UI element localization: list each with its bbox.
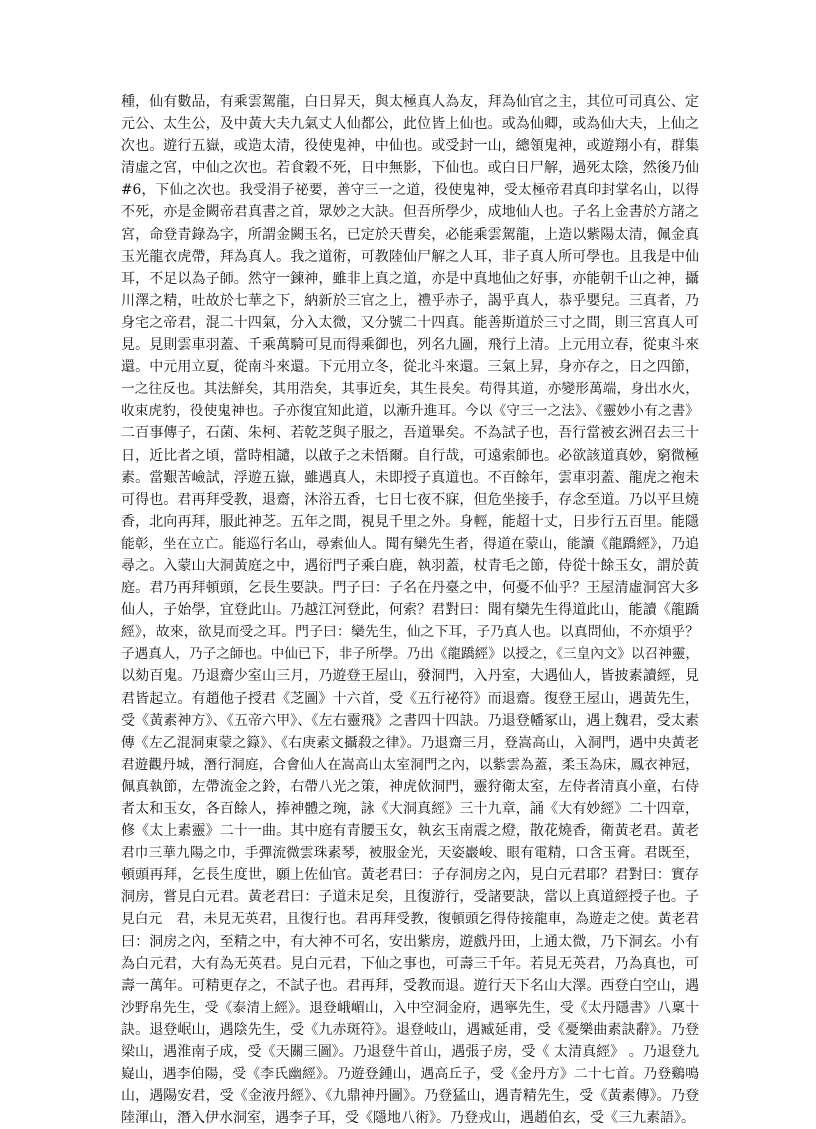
text-line: #6，下仙之次也。我受涓子祕要，善守三一之道，役使鬼神，受太極帝君真印封掌名山，以得 xyxy=(121,182,699,199)
text-line: 梁山，遇淮南子成，受《天關三圖》。乃退登牛首山，遇張子房，受《 太清真經》 。乃退登九 xyxy=(121,1044,699,1061)
text-line: 仙人，子始學，宜登此山。乃越江河登此，何索？君對曰：聞有欒先生得道此山，能讀《龍蹻 xyxy=(121,602,699,619)
text-line: 見。見則雲車羽蓋、千乘萬騎可見而得乘御也，列名九圖，飛行上清。上元用立春，從東斗來 xyxy=(121,337,699,354)
body-text xyxy=(121,91,699,1129)
text-line: 君皆起立。有趙他子授君《芝圖》十六首，受《五行祕符》而退齋。復登王屋山，遇黃先生， xyxy=(121,690,699,707)
text-line: 不死，亦是金闕帝君真書之首，眾妙之大訣。但吾所學少，成地仙人也。子名上金書於方諸之 xyxy=(121,204,699,221)
text-line: 傳《左乙混洞東蒙之籙》、《右庚素文攝殺之律》。乃退齋三月，登嵩高山，入洞門，遇中央黃老 xyxy=(121,734,699,751)
text-line: 種，仙有數品，有乘雲駕龍，白日昇天，與太極真人為友，拜為仙官之主，其位可司真公、定 xyxy=(121,94,699,110)
text-line: 見白元 君，未見无英君，且復行也。君再拜受教，復頓頭乞得侍接龍車，為遊走之使。黃老君 xyxy=(121,911,699,928)
text-line: 陸渾山，潛入伊水洞室，遇李子耳，受《隱地八術》。乃登戎山，遇趙伯玄，受《三九素語》。 xyxy=(121,1110,695,1127)
text-line: 為白元君，大有為无英君。見白元君，下仙之事也，可壽三千年。若見无英君，乃為真也，可 xyxy=(121,955,699,972)
text-line: 修《太上素靈》二十一曲。其中庭有青腰玉女，執玄玉南震之燈，散花燒香，衛黃老君。黃老 xyxy=(121,823,699,840)
text-line: 沙野帛先生，受《泰清上經》。退登峨嵋山，入中空洞金府，遇寧先生，受《太丹隱書》八稟十 xyxy=(121,999,699,1016)
text-line: 曰：洞房之內，至精之中，有大神不可名，安出紫房，遊戲丹田，上通太微，乃下洞玄。小有 xyxy=(121,933,699,950)
text-line: 君遊觀丹城，潛行洞庭，合會仙人在嵩高山太室洞門之內，以紫雲為蓋，柔玉為床，鳳衣神冠， xyxy=(121,756,699,773)
text-line: 二百事傳子，石菌、朱柯、若乾芝與子服之，吾道畢矣。不為試子也，吾行當被玄洲召去三十 xyxy=(121,425,699,442)
text-line: 還。中元用立夏，從南斗來還。下元用立冬，從北斗來還。三氣上昇，身亦存之，日之四節， xyxy=(121,359,699,376)
text-line: 身宅之帝君，混二十四氣，分入太微，又分號二十四真。能善斯道於三寸之間，則三宮真人可 xyxy=(121,314,699,331)
text-line: 日，近比者之頃，當時相譴，以啟子之未悟爾。自行哉，可遠索師也。必欲該道真妙，窮微極 xyxy=(121,447,699,464)
text-line: 次也。遊行五嶽，或造太清，役使鬼神，中仙也。或受封一山，總領鬼神，或遊翔小有，群集 xyxy=(121,138,699,155)
text-line: 香，北向再拜，服此神芝。五年之間，視見千里之外。身輕，能超十丈，日步行五百里。能隱 xyxy=(121,513,699,530)
text-line: 頓頭再拜，乞長生度世，願上佐仙官。黃老君曰：子存洞房之內，見白元君耶？君對曰：實存 xyxy=(121,867,699,884)
text-line: 以劾百鬼。乃退齋少室山三月，乃遊登王屋山，發洞門，入丹室，大遇仙人，皆披素讀經，見 xyxy=(121,668,699,685)
text-line: 者太和玉女，各百餘人，捧神體之琬，詠《大洞真經》三十九章，誦《大有妙經》二十四章， xyxy=(121,801,699,817)
text-line: 收束虎豹，役使鬼神也。子亦復宜知此道，以漸升進耳。今以《守三一之法》、《靈妙小有之書》 xyxy=(121,403,699,420)
text-line: 玉光龍衣虎帶，拜為真人。我之道術，可教陸仙尸解之人耳，非子真人所可學也。且我是中仙 xyxy=(121,248,699,265)
text-line: 可得也。君再拜受教，退齋，沐浴五香，七日七夜不寐，但危坐接手，存念至道。乃以平旦燒 xyxy=(121,491,699,508)
text-line: 山，遇陽安君，受《金液丹經》、《九鼎神丹圖》。乃登猛山，遇青精先生，受《黃素傳》。乃登 xyxy=(121,1088,699,1105)
text-line: 君巾三華九陽之巾，手彈流微雲珠素琴，被服金光，天姿巖峻、眼有電精，口含玉膏。君既至， xyxy=(121,845,699,862)
text-line: 一之往反也。其法鮮矣，其用浩矣，其事近矣，其生長矣。苟得其道，亦變形萬端，身出水火， xyxy=(121,381,699,398)
text-line: 元公、太生公，及中黃大夫九氣丈人仙都公，此位皆上仙也。或為仙卿，或為仙大夫，上仙之 xyxy=(121,116,699,133)
text-line: 受《黃素神方》、《五帝六甲》、《左右靈飛》之書四十四訣。乃退登幡冢山，遇上魏君，受太素 xyxy=(121,712,699,729)
text-line: 洞房，嘗見白元君。黃老君曰：子道未足矣，且復游行，受諸要訣，當以上真道經授子也。子 xyxy=(121,889,699,906)
text-line: 子遇真人，乃子之師也。中仙已下，非子所學。乃出《龍蹻經》以授之，《三皇內文》以召神靈， xyxy=(121,646,699,663)
text-line: 庭。君乃再拜頓頭，乞長生要訣。門子曰：子名在丹臺之中，何憂不仙乎？王屋清虛洞宮大多 xyxy=(121,580,699,597)
text-line: 川澤之精，吐故於七華之下，納新於三官之上，禮乎赤子，謁乎真人，恭乎嬰兒。三真者，乃 xyxy=(121,292,699,309)
text-line: 尋之。入蒙山大洞黃庭之中，遇衍門子乘白鹿，執羽蓋，杖青毛之節，侍從十餘玉女，謂於黃 xyxy=(121,557,699,574)
text-line: 清虛之宮，中仙之次也。若食穀不死，日中無影，下仙也。或白日尸解，過死太陰，然後乃仙 xyxy=(121,160,699,177)
text-line: 壽一萬年。可精更存之，不試子也。君再拜，受教而退。遊行天下名山大澤。西登白空山，遇 xyxy=(121,977,699,994)
text-line: 佩真執節，左帶流金之鈴，右帶八光之策，神虎佽洞門，靈狩衛太室，左侍者清真小童，右侍 xyxy=(121,778,699,795)
text-line: 素。當艱苦嶮試，浮遊五嶽，雖遇真人，未即授子真道也。不百餘年，雲車羽蓋、龍虎之袍未 xyxy=(121,469,699,486)
text-line: 能彰，坐在立亡。能巡行名山，尋索仙人。聞有欒先生者，得道在蒙山，能讀《龍蹻經》，乃追 xyxy=(121,535,699,552)
text-line: 訣。退登岷山，遇陰先生，受《九赤斑符》。退登岐山，遇臧延甫，受《憂樂曲素訣辭》。乃登 xyxy=(121,1021,699,1038)
text-line: 耳，不足以為子師。然守一鍊神，雖非上真之道，亦是中真地仙之好事，亦能朝千山之神，攝 xyxy=(121,270,699,287)
text-line: 嶷山，遇李伯陽，受《李氏幽經》。乃遊登鍾山，遇高丘子，受《金丹方》二十七首。乃登鷄鳴 xyxy=(121,1066,699,1083)
text-line: 經》，故來，欲見而受之耳。門子曰：欒先生，仙之下耳，子乃真人也。以真問仙，不亦煩乎？ xyxy=(121,624,699,641)
text-line: 宮，命登青錄為字，所謂金闕玉名，已定於天曹矣，必能乘雲駕龍，上造以紫陽太清，佩金真 xyxy=(121,226,699,243)
